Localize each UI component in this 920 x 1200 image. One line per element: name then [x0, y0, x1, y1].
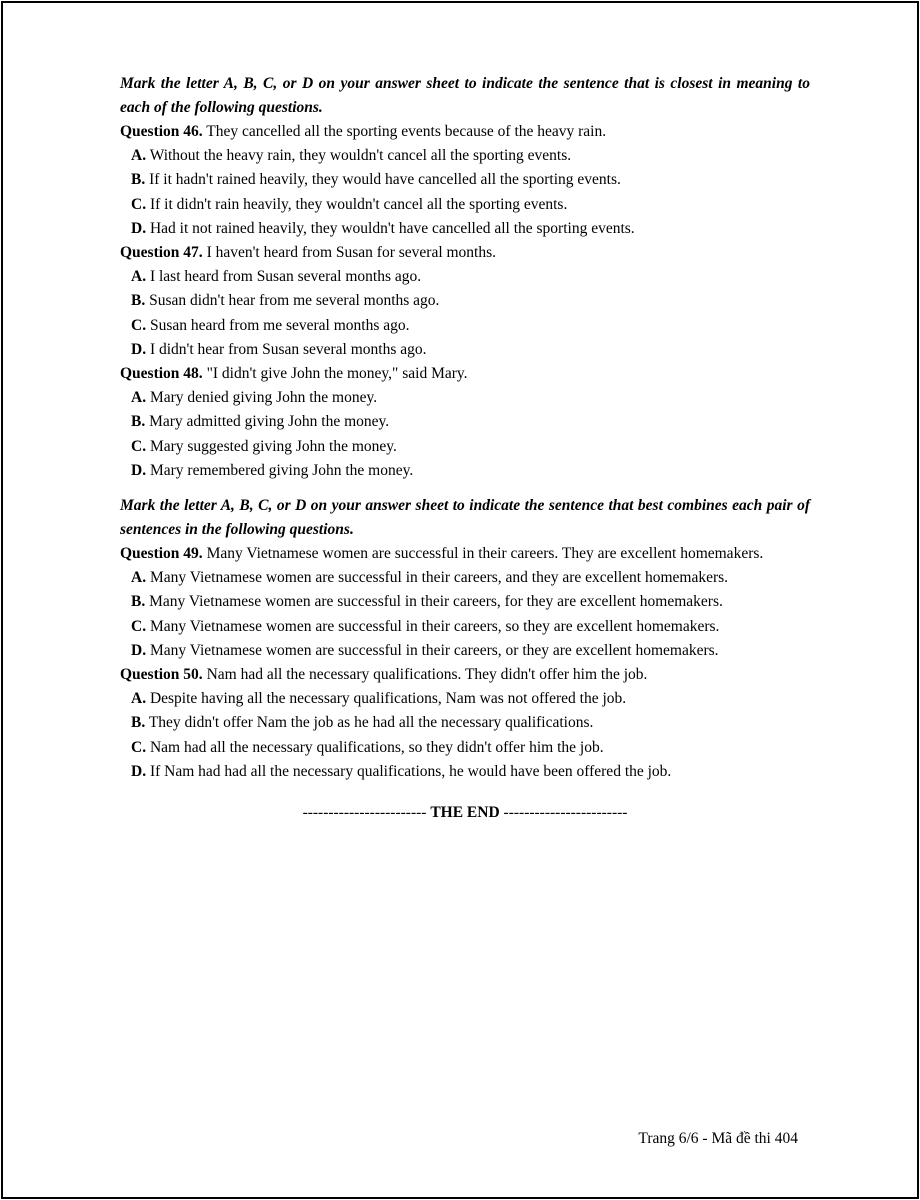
- option-b: [120, 289, 810, 313]
- the-end-line: [120, 801, 810, 825]
- option-letter: B.: [131, 593, 146, 611]
- question-label: Question 48.: [120, 365, 203, 383]
- page-footer: Trang 6/6 - Mã đề thi 404: [638, 1130, 798, 1147]
- option-d: [120, 639, 810, 663]
- option-text: Many Vietnamese women are successful in their careers, or they are excellent homemakers.: [149, 641, 719, 659]
- question-text: Nam had all the necessary qualifications. They didn't offer him the job.: [206, 666, 648, 684]
- the-end-label: THE END: [430, 804, 500, 822]
- option-text: Mary admitted giving John the money.: [149, 413, 390, 431]
- option-text: Nam had all the necessary qualifications, so they didn't offer him the job.: [149, 738, 604, 756]
- question-49: [120, 542, 810, 566]
- option-c: [120, 314, 810, 338]
- option-text: I didn't hear from Susan several months ago.: [149, 340, 427, 358]
- option-letter: B.: [131, 292, 146, 310]
- option-text: If it didn't rain heavily, they wouldn't cancel all the sporting events.: [149, 195, 568, 213]
- option-letter: A.: [131, 569, 147, 587]
- option-c: [120, 736, 810, 760]
- option-letter: B.: [131, 413, 146, 431]
- question-label: Question 47.: [120, 244, 203, 262]
- option-text: Many Vietnamese women are successful in their careers, and they are excellent homemakers.: [149, 569, 729, 587]
- option-text: If Nam had had all the necessary qualifications, he would have been offered the job.: [149, 762, 672, 780]
- instruction-closest-meaning: Mark the letter A, B, C, or D on your answer sheet to indicate the sentence that is closest in meaning to each of the following questions.: [120, 75, 810, 116]
- option-c: [120, 435, 810, 459]
- option-d: [120, 459, 810, 483]
- option-text: Many Vietnamese women are successful in their careers, for they are excellent homemakers.: [149, 593, 723, 611]
- question-label: Question 46.: [120, 123, 203, 140]
- option-a: [120, 566, 810, 590]
- question-47: [120, 241, 810, 265]
- option-letter: D.: [131, 762, 147, 780]
- option-b: [120, 168, 810, 192]
- option-text: Many Vietnamese women are successful in their careers, so they are excellent homemakers.: [149, 617, 720, 635]
- option-letter: D.: [131, 461, 147, 479]
- question-text: Many Vietnamese women are successful in their careers. They are excellent homemakers.: [206, 545, 764, 563]
- question-46: [120, 120, 810, 144]
- option-text: They didn't offer Nam the job as he had all the necessary qualifications.: [148, 714, 594, 732]
- question-48: [120, 362, 810, 386]
- question-text: I haven't heard from Susan for several months.: [206, 244, 497, 262]
- end-dashes-left: ------------------------: [302, 804, 427, 822]
- option-letter: A.: [131, 147, 147, 165]
- question-label: Question 49.: [120, 545, 203, 563]
- instruction-combine-sentences: Mark the letter A, B, C, or D on your answer sheet to indicate the sentence that best combines each pair of sentences in the following questions.: [120, 497, 810, 539]
- option-letter: C.: [131, 617, 147, 635]
- option-text: Mary denied giving John the money.: [149, 389, 378, 407]
- option-a: [120, 144, 810, 168]
- option-letter: C.: [131, 738, 147, 756]
- question-text: "I didn't give John the money," said Mary.: [206, 365, 468, 383]
- option-letter: D.: [131, 340, 147, 358]
- option-text: Mary remembered giving John the money.: [149, 461, 414, 479]
- question-50: [120, 663, 810, 687]
- option-text: Despite having all the necessary qualifications, Nam was not offered the job.: [149, 690, 627, 708]
- option-letter: B.: [131, 714, 146, 732]
- option-letter: B.: [131, 171, 146, 189]
- option-c: [120, 615, 810, 639]
- exam-content: [120, 72, 810, 825]
- option-a: [120, 265, 810, 289]
- option-a: [120, 687, 810, 711]
- option-text: Susan didn't hear from me several months ago.: [149, 292, 440, 310]
- option-text: Mary suggested giving John the money.: [149, 437, 397, 455]
- option-text: Susan heard from me several months ago.: [149, 316, 410, 334]
- option-letter: C.: [131, 437, 147, 455]
- option-letter: C.: [131, 195, 147, 213]
- option-a: [120, 386, 810, 410]
- option-letter: A.: [131, 690, 147, 708]
- option-b: [120, 590, 810, 614]
- end-dashes-right: ------------------------: [503, 804, 628, 822]
- option-d: [120, 338, 810, 362]
- option-d: [120, 760, 810, 784]
- option-letter: A.: [131, 268, 147, 286]
- question-label: Question 50.: [120, 666, 203, 684]
- option-text: I last heard from Susan several months ago.: [149, 268, 422, 286]
- option-b: [120, 711, 810, 735]
- option-letter: A.: [131, 389, 147, 407]
- option-text: Without the heavy rain, they wouldn't cancel all the sporting events.: [149, 147, 572, 165]
- option-letter: C.: [131, 316, 147, 334]
- option-b: [120, 410, 810, 434]
- option-letter: D.: [131, 641, 147, 659]
- question-text: They cancelled all the sporting events because of the heavy rain.: [206, 123, 607, 140]
- option-text: If it hadn't rained heavily, they would have cancelled all the sporting events.: [149, 171, 621, 189]
- option-text: Had it not rained heavily, they wouldn't have cancelled all the sporting events.: [149, 219, 635, 237]
- option-c: [120, 193, 810, 217]
- option-letter: D.: [131, 219, 147, 237]
- option-d: [120, 217, 810, 241]
